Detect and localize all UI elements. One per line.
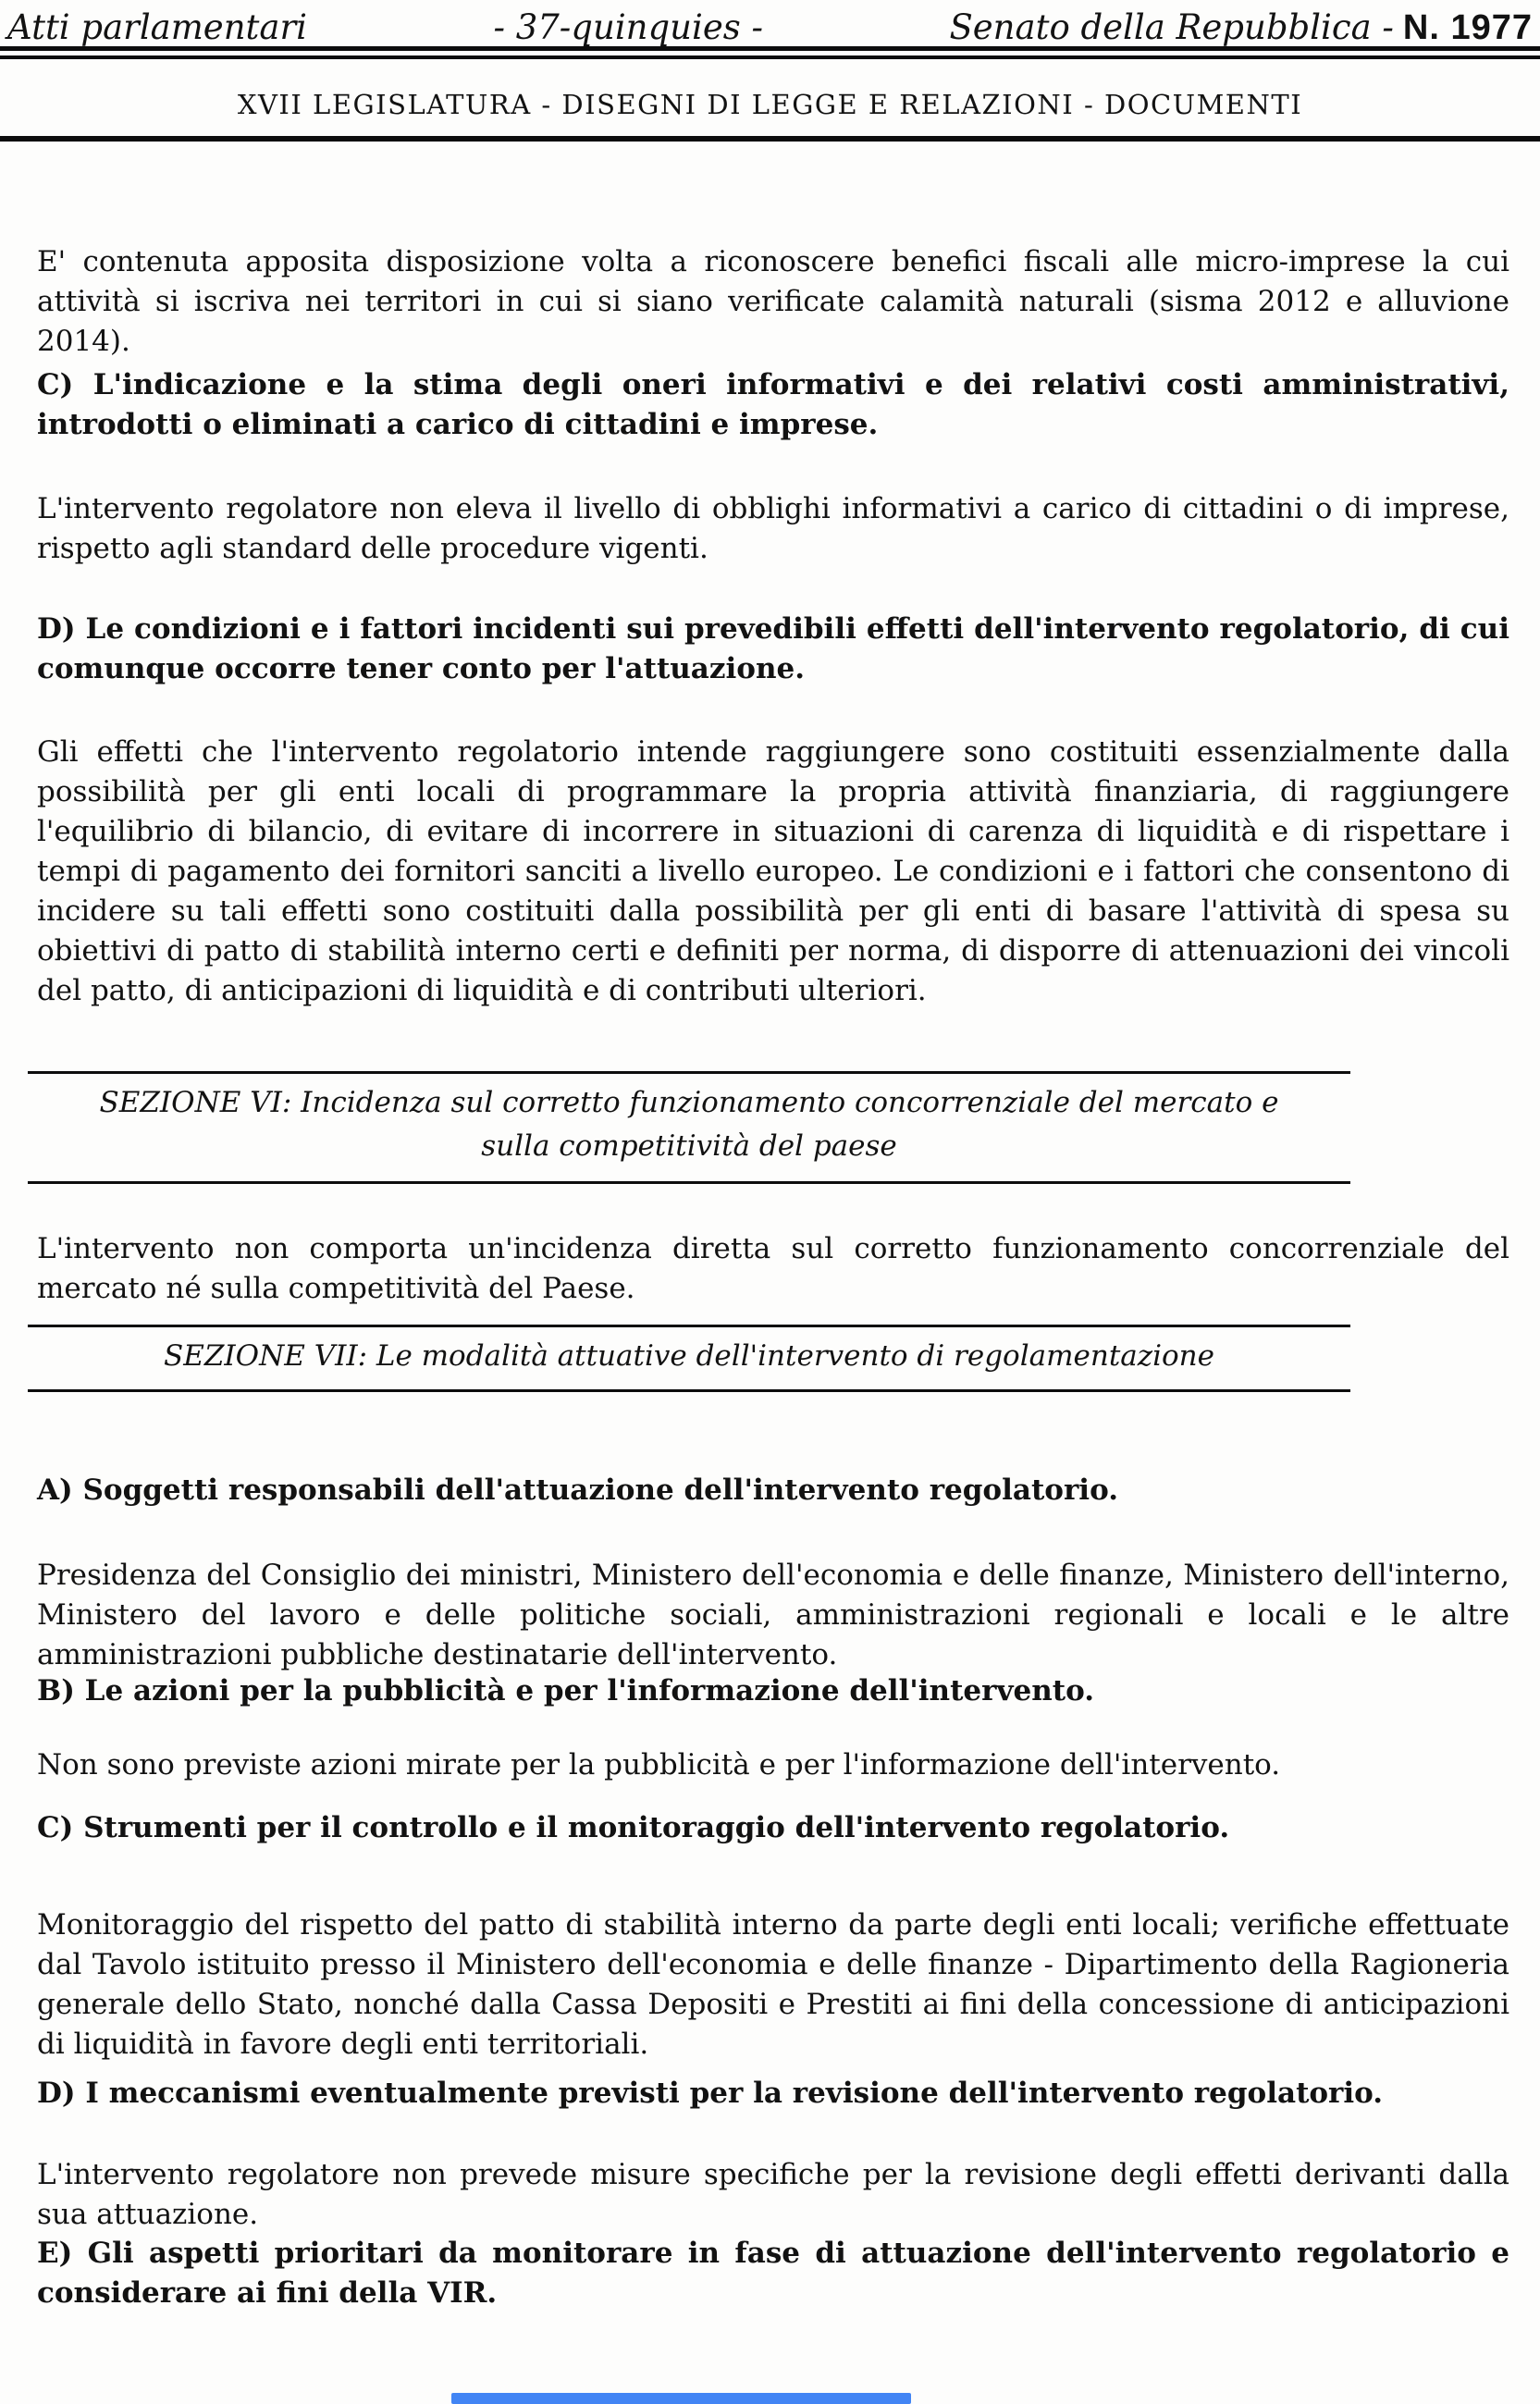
heading-d-meccanismi: D) I meccanismi eventualmente previsti per la revisione dell'intervento regolatorio. <box>37 2077 1384 2110</box>
heading-c-oneri: C) L'indicazione e la stima degli oneri informativi e dei relativi costi amministrativi, introdotti o eliminati a carico di cittadini e imprese. <box>37 368 1509 441</box>
header-page-number: - 37-quinquies - <box>493 7 763 47</box>
header-senato-group <box>949 7 1533 48</box>
paragraph-azioni: Non sono previste azioni mirate per la pubblicità e per l'informazione dell'intervento. <box>37 1748 1281 1781</box>
section-vi-title: SEZIONE VI: Incidenza sul corretto funzionamento concorrenziale del mercato e sulla competitività del paese <box>99 1086 1279 1163</box>
heading-c-strumenti: C) Strumenti per il controllo e il monitoraggio dell'intervento regolatorio. <box>37 1811 1230 1844</box>
header-legislatura: XVII LEGISLATURA - DISEGNI DI LEGGE E RELAZIONI - DOCUMENTI <box>237 89 1303 120</box>
running-head <box>7 7 1533 48</box>
paragraph-revisione: L'intervento regolatore non prevede misure specifiche per la revisione degli effetti derivanti dalla sua attuazione. <box>37 2158 1509 2231</box>
heading-d-condizioni: D) Le condizioni e i fattori incidenti sui prevedibili effetti dell'intervento regolatorio, di cui comunque occorre tener conto per l'attuazione. <box>37 612 1509 685</box>
header-doc-number: N. 1977 <box>1402 8 1533 47</box>
paragraph-obblighi: L'intervento regolatore non eleva il livello di obblighi informativi a carico di cittadini o di imprese, rispetto agli standard delle procedure vigenti. <box>37 492 1509 565</box>
heading-b-azioni: B) Le azioni per la pubblicità e per l'informazione dell'intervento. <box>37 1674 1094 1707</box>
section-vii-title: SEZIONE VII: Le modalità attuative dell'intervento di regolamentazione <box>164 1339 1214 1373</box>
paragraph-monitoraggio: Monitoraggio del rispetto del patto di stabilità interno da parte degli enti locali; verifiche effettuate dal Tavolo istituito presso il Ministero dell'economia e delle finanze - Dipartimento della Ragioneria generale dello Stato, nonché dalla Cassa Depositi e Prestiti ai fini della concessione di anticipazioni di liquidità in favore degli enti territoriali. <box>37 1908 1509 2061</box>
paragraph-effetti: Gli effetti che l'intervento regolatorio intende raggiungere sono costituiti essenzialmente dalla possibilità per gli enti locali di programmare la propria attività finanziaria, di raggiungere l'equilibrio di bilancio, di evitare di incorrere in situazioni di carenza di liquidità e di rispettare i tempi di pagamento dei fornitori sanciti a livello europeo. Le condizioni e i fattori che consentono di incidere su tali effetti sono costituiti dalla possibilità per gli enti di basare l'attività di spesa su obiettivi di patto di stabilità interno certi e definiti per norma, di disporre di attenuazioni dei vincoli del patto, di anticipazioni di liquidità e di contributi ulteriori. <box>37 735 1509 1007</box>
paragraph-incidenza: L'intervento non comporta un'incidenza diretta sul corretto funzionamento concorrenziale del mercato né sulla competitività del Paese. <box>37 1232 1509 1305</box>
section-vii-banner <box>28 1325 1350 1392</box>
header-senato: Senato della Repubblica - <box>949 7 1394 47</box>
horizontal-scrollbar-thumb[interactable] <box>451 2393 911 2404</box>
paragraph-soggetti: Presidenza del Consiglio dei ministri, Ministero dell'economia e delle finanze, Ministero dell'interno, Ministero del lavoro e delle politiche sociali, amministrazioni regionali e locali e le altre amministrazioni pubbliche destinatarie dell'intervento. <box>37 1559 1509 1671</box>
heading-e-aspetti: E) Gli aspetti prioritari da monitorare in fase di attuazione dell'intervento regolatorio e considerare ai fini della VIR. <box>37 2237 1509 2310</box>
header-double-rule <box>0 46 1540 59</box>
header-atti-parlamentari: Atti parlamentari <box>7 7 307 47</box>
paragraph-intro: E' contenuta apposita disposizione volta a riconoscere benefici fiscali alle micro-imprese la cui attività si iscriva nei territori in cui si siano verificate calamità naturali (sisma 2012 e alluvione 2014). <box>37 245 1509 358</box>
heading-a-soggetti: A) Soggetti responsabili dell'attuazione dell'intervento regolatorio. <box>37 1473 1118 1507</box>
section-vi-banner <box>28 1071 1350 1184</box>
header-sub-rule <box>0 136 1540 142</box>
